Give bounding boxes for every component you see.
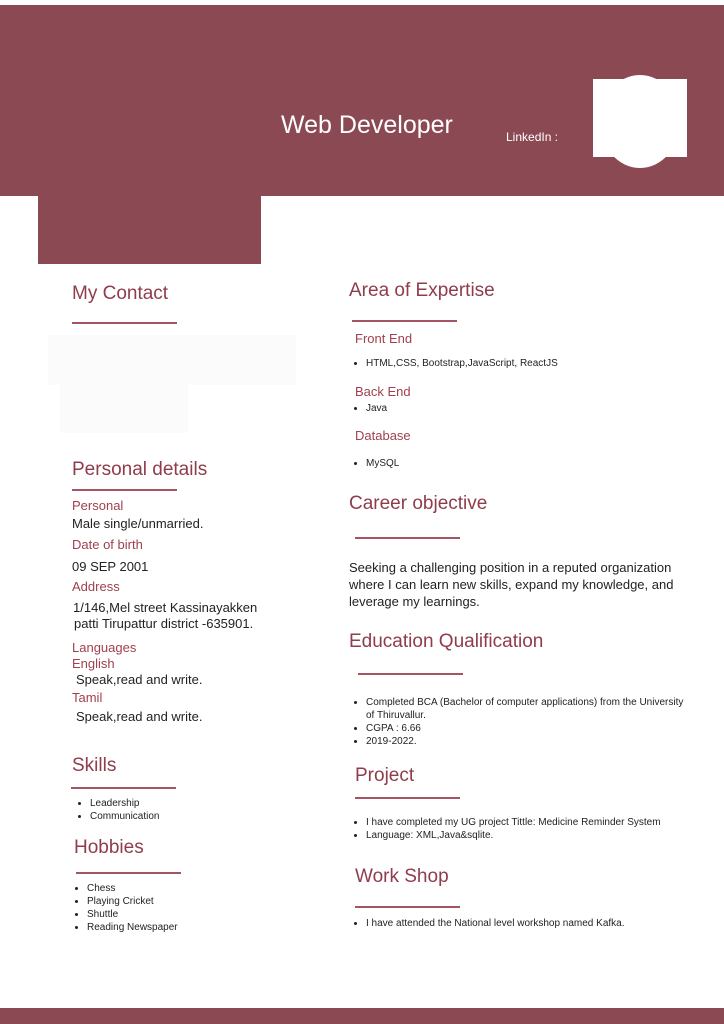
personal-label: Personal bbox=[72, 498, 124, 513]
list-item: • Completed BCA (Bachelor of computer applications) from the University of Thiruvallur. bbox=[366, 696, 688, 722]
list-item: • I have attended the National level workshop named Kafka. bbox=[366, 917, 708, 930]
divider bbox=[72, 322, 177, 324]
frontend-label: Front End bbox=[355, 331, 413, 346]
language-tamil: Tamil bbox=[72, 690, 103, 705]
profile-photo-frame bbox=[593, 79, 687, 157]
career-heading: Career objective bbox=[349, 493, 488, 514]
list-item: • 2019-2022. bbox=[366, 735, 688, 748]
language-tamil-value: Speak,read and write. bbox=[76, 709, 203, 724]
workshop-heading: Work Shop bbox=[355, 866, 449, 887]
address-label: Address bbox=[72, 579, 120, 594]
divider bbox=[76, 872, 181, 874]
expertise-heading: Area of Expertise bbox=[349, 280, 495, 301]
job-title: Web Developer bbox=[281, 111, 453, 139]
dob-value: 09 SEP 2001 bbox=[72, 559, 149, 574]
contact-placeholder bbox=[60, 385, 188, 433]
database-label: Database bbox=[355, 428, 411, 443]
frontend-list bbox=[348, 357, 558, 370]
list-item: • Shuttle bbox=[87, 908, 178, 921]
address-line: patti Tirupattur district -635901. bbox=[74, 616, 254, 631]
skills-heading: Skills bbox=[72, 755, 117, 776]
divider bbox=[72, 489, 177, 491]
list-item: • Java bbox=[366, 402, 387, 415]
divider bbox=[71, 787, 176, 789]
education-heading: Education Qualification bbox=[349, 631, 544, 652]
workshop-list bbox=[348, 917, 708, 930]
contact-placeholder bbox=[48, 335, 296, 385]
hobbies-list bbox=[69, 882, 178, 934]
personal-heading: Personal details bbox=[72, 459, 208, 480]
divider bbox=[352, 320, 457, 322]
list-item: • Communication bbox=[90, 810, 159, 823]
list-item: • I have completed my UG project Tittle: Medicine Reminder System bbox=[366, 816, 708, 829]
list-item: • Leadership bbox=[90, 797, 159, 810]
list-item: • Language: XML,Java&sqlite. bbox=[366, 829, 708, 842]
language-english-value: Speak,read and write. bbox=[76, 672, 203, 687]
database-list bbox=[348, 457, 399, 470]
divider bbox=[355, 797, 460, 799]
list-item: • CGPA : 6.66 bbox=[366, 722, 688, 735]
name-box bbox=[38, 195, 261, 264]
list-item: • Playing Cricket bbox=[87, 895, 178, 908]
project-list bbox=[348, 816, 708, 842]
footer-band bbox=[0, 1008, 724, 1024]
divider bbox=[358, 673, 463, 675]
contact-heading: My Contact bbox=[72, 283, 169, 304]
list-item: • MySQL bbox=[366, 457, 399, 470]
address-line: 1/146,Mel street Kassinayakken bbox=[73, 600, 258, 615]
list-item: • HTML,CSS, Bootstrap,JavaScript, ReactJS bbox=[366, 357, 558, 370]
career-text: Seeking a challenging position in a reputed organization where I can learn new skills, expand my knowledge, and leverage my learnings. bbox=[349, 560, 674, 609]
skills-list bbox=[72, 797, 159, 823]
list-item: • Chess bbox=[87, 882, 178, 895]
project-heading: Project bbox=[355, 765, 415, 786]
language-english: English bbox=[72, 656, 115, 671]
linkedin-label: LinkedIn : bbox=[506, 130, 559, 144]
backend-list bbox=[348, 402, 387, 415]
divider bbox=[355, 906, 460, 908]
education-list bbox=[348, 696, 688, 748]
backend-label: Back End bbox=[355, 384, 411, 399]
list-item: • Reading Newspaper bbox=[87, 921, 178, 934]
divider bbox=[355, 537, 460, 539]
hobbies-heading: Hobbies bbox=[74, 837, 144, 858]
languages-label: Languages bbox=[72, 640, 137, 655]
dob-label: Date of birth bbox=[72, 537, 143, 552]
personal-value: Male single/unmarried. bbox=[72, 516, 204, 531]
